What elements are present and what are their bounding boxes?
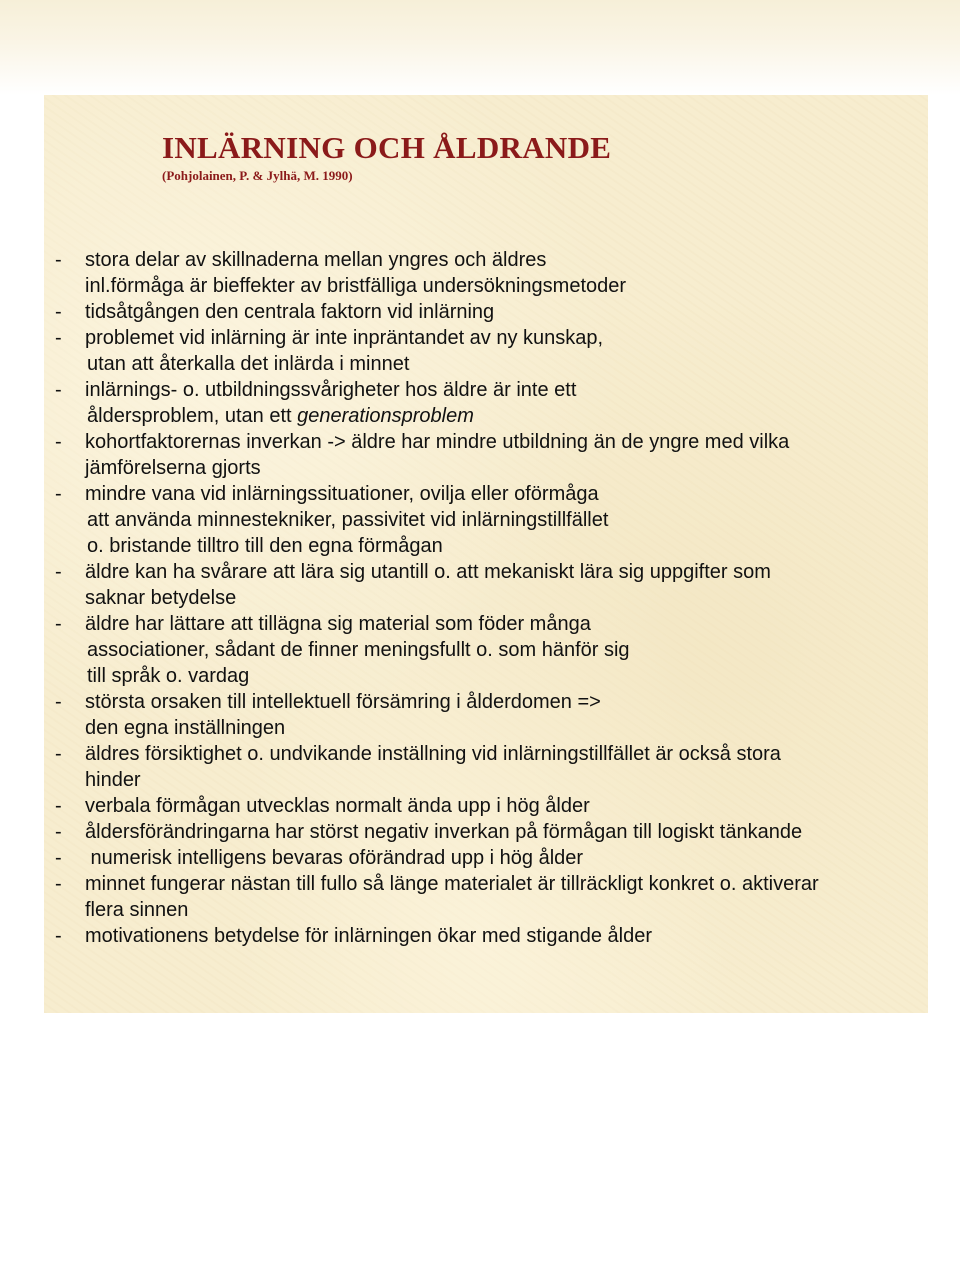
list-item-line: flera sinnen (85, 899, 189, 921)
list-item-line: största orsaken till intellektuell försämring i ålderdomen => (85, 691, 601, 713)
list-item-line: stora delar av skillnaderna mellan yngres och äldres (85, 249, 547, 271)
list-item-line: jämförelserna gjorts (85, 457, 261, 479)
list-item-line: minnet fungerar nästan till fullo så länge materialet är tillräckligt konkret o. aktiverar (85, 873, 819, 895)
bullet-list (0, 247, 960, 949)
list-item (0, 689, 960, 741)
list-item-line: problemet vid inlärning är inte inpräntandet av ny kunskap, (85, 327, 604, 349)
list-item-text: åldersproblem, utan ett (87, 405, 298, 427)
list-item-line: kohortfaktorernas inverkan -> äldre har mindre utbildning än de yngre med vilka (85, 431, 790, 453)
list-item (0, 741, 960, 793)
list-item-line (0, 403, 960, 429)
list-item (0, 871, 960, 923)
citation: (Pohjolainen, P. & Jylhä, M. 1990) (162, 168, 353, 183)
list-item-line: hinder (85, 769, 141, 791)
list-item (0, 845, 960, 871)
bullet-dash: - (55, 561, 62, 583)
list-item (0, 377, 960, 429)
bullet-dash: - (55, 925, 62, 947)
bullet-dash: - (55, 249, 62, 271)
bullet-dash: - (55, 847, 62, 869)
list-item-line: utan att återkalla det inlärda i minnet (87, 353, 410, 375)
bullet-dash: - (55, 431, 62, 453)
list-item (0, 247, 960, 299)
list-item-line: tidsåtgången den centrala faktorn vid inlärning (85, 301, 495, 323)
list-item-line: den egna inställningen (85, 717, 286, 739)
list-item (0, 429, 960, 481)
list-item-line: verbala förmågan utvecklas normalt ända upp i hög ålder (85, 795, 590, 817)
list-item-line: mindre vana vid inlärningssituationer, ovilja eller oförmåga (85, 483, 599, 505)
list-item-line: äldre kan ha svårare att lära sig utantill o. att mekaniskt lära sig uppgifter som (85, 561, 771, 583)
list-item (0, 559, 960, 611)
list-item (0, 793, 960, 819)
list-item-line: motivationens betydelse för inlärningen ökar med stigande ålder (85, 925, 653, 947)
bullet-dash: - (55, 483, 62, 505)
bullet-dash: - (55, 379, 62, 401)
list-item-line: att använda minnestekniker, passivitet vid inlärningstillfället (87, 509, 609, 531)
list-item-line: äldre har lättare att tillägna sig material som föder många (85, 613, 591, 635)
list-item-line: åldersförändringarna har störst negativ inverkan på förmågan till logiskt tänkande (85, 821, 803, 843)
list-item-line: saknar betydelse (85, 587, 237, 609)
top-band (0, 0, 960, 95)
page-title: INLÄRNING OCH ÅLDRANDE (162, 130, 612, 165)
bullet-dash: - (55, 613, 62, 635)
list-item (0, 299, 960, 325)
bullet-dash: - (55, 301, 62, 323)
list-item-line: associationer, sådant de finner meningsfullt o. som hänför sig (87, 639, 630, 661)
list-item-line: inlärnings- o. utbildningssvårigheter hos äldre är inte ett (85, 379, 577, 401)
list-item (0, 819, 960, 845)
bullet-dash: - (55, 327, 62, 349)
bullet-dash: - (55, 873, 62, 895)
list-item-line: o. bristande tilltro till den egna förmågan (87, 535, 443, 557)
list-item-line: äldres försiktighet o. undvikande inställning vid inlärningstillfället är också stora (85, 743, 781, 765)
bullet-dash: - (55, 795, 62, 817)
list-item (0, 481, 960, 559)
bullet-dash: - (55, 691, 62, 713)
emphasis-text: generationsproblem (297, 405, 474, 427)
list-item-line: inl.förmåga är bieffekter av bristfälliga undersökningsmetoder (85, 275, 627, 297)
list-item (0, 611, 960, 689)
list-item (0, 923, 960, 949)
bullet-dash: - (55, 821, 62, 843)
list-item-line: numerisk intelligens bevaras oförändrad upp i hög ålder (85, 847, 584, 869)
list-item (0, 325, 960, 377)
list-item-line: till språk o. vardag (87, 665, 250, 687)
bullet-dash: - (55, 743, 62, 765)
